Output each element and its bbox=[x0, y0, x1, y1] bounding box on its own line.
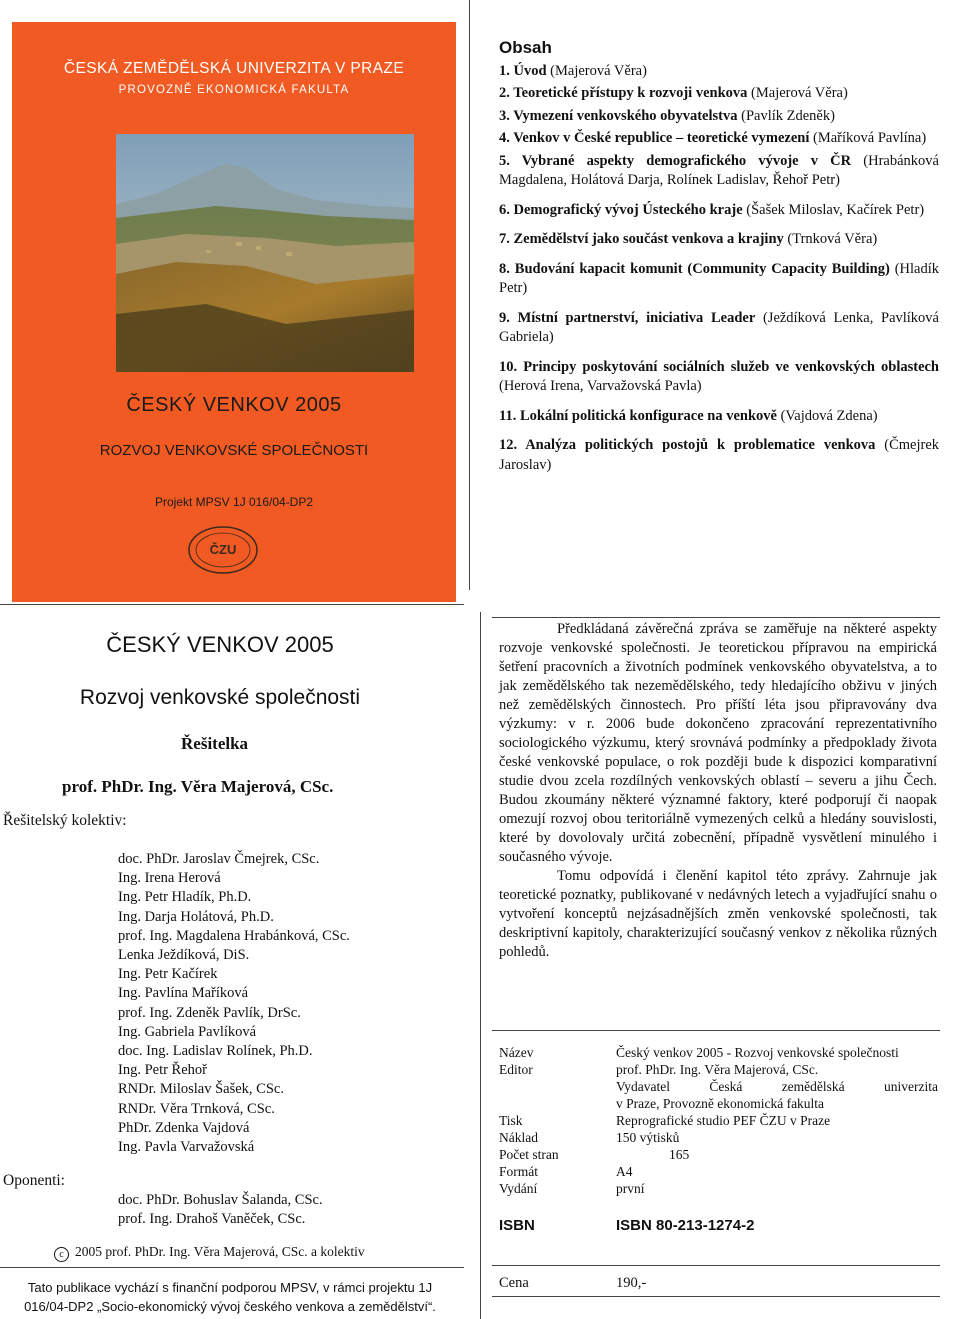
contents-item-number: 4. bbox=[499, 130, 510, 146]
contents-item-title bbox=[499, 202, 743, 218]
contents-item bbox=[499, 84, 939, 104]
member-name: Ing. Darja Holátová, Ph.D. bbox=[118, 908, 274, 925]
divider-title-top bbox=[0, 604, 464, 605]
pocet-value: 165 bbox=[669, 1147, 690, 1162]
tisk-label: Tisk bbox=[499, 1113, 523, 1128]
contents-item-authors: (Hrabánková Magdalena, Holátová Darja, Rolínek Ladislav, Řehoř Petr) bbox=[499, 152, 939, 188]
member-name: PhDr. Zdenka Vajdová bbox=[118, 1119, 250, 1136]
oponent-name: doc. PhDr. Bohuslav Šalanda, CSc. bbox=[118, 1192, 323, 1208]
abstract bbox=[499, 620, 937, 962]
copyright-text: 2005 prof. PhDr. Ing. Věra Majerová, CSc. a kolektiv bbox=[75, 1244, 365, 1259]
title-page-title: ČESKÝ VENKOV 2005 bbox=[106, 632, 334, 657]
kolektiv-label: Řešitelský kolektiv: bbox=[3, 812, 127, 829]
contents-item-number: 6. bbox=[499, 201, 510, 218]
member-name: Ing. Pavlína Maříková bbox=[118, 985, 249, 1002]
contents-item-authors: (Šašek Miloslav, Kačírek Petr) bbox=[746, 201, 925, 218]
nazev-value: Český venkov 2005 - Rozvoj venkovské společnosti bbox=[616, 1045, 899, 1060]
vydani-value: první bbox=[616, 1181, 645, 1196]
contents-item-title bbox=[499, 359, 939, 375]
member-name: Ing. Gabriela Pavlíková bbox=[118, 1023, 257, 1040]
member-name: RNDr. Miloslav Šašek, CSc. bbox=[118, 1081, 284, 1098]
contents-item-title bbox=[499, 310, 755, 326]
cover-faculty: PROVOZNĚ EKONOMICKÁ FAKULTA bbox=[118, 84, 350, 96]
vydavatel-line-1: Vydavatel Česká zemědělská univerzita bbox=[616, 1079, 938, 1094]
member-name: Ing. Irena Herová bbox=[118, 870, 221, 887]
abstract-paragraph-1: Předkládaná závěrečná zpráva se zaměřuje na některé aspekty rozvoje venkovské společnosti. Je teoretickou přípravou na empirická šetření pracovních a životních podmínek venkovského obyvatelstva, a to jak zemědělského tak nezemědělského, tedy hledajícího obživu v jiných než zemědělských činnostech. Pro příští léta jsou připravovány dva výzkumy: v r. 2006 bude dokončeno zpracování reprezentativního sociologického výzkumu, který srovnává podmínky a předpoklady života české venkovské populace, o rok později bude k dispozici komparativní studie dvou zcela rozdílných venkovských oblastí – severu a jihu Čech. Budou zkoumány některé významné faktory, které podporují či naopak omezují rozvoj obou teritoriálně vymezených celků a hledány souvislosti, které by dovolovaly určitá zobecnění, případně vysvětlení minulého i současného vývoje. bbox=[499, 621, 937, 865]
format-label: Formát bbox=[499, 1164, 538, 1179]
book-cover bbox=[12, 22, 456, 602]
member-name: RNDr. Věra Trnková, CSc. bbox=[118, 1100, 275, 1117]
format-value: A4 bbox=[616, 1164, 633, 1179]
vydavatel-line-2: v Praze, Provozně ekonomická fakulta bbox=[616, 1096, 825, 1111]
contents-item-title bbox=[499, 85, 747, 101]
divider-vertical-top bbox=[469, 0, 470, 590]
contents-item-title-text: Vybrané aspekty demografického vývoje v ČR bbox=[521, 152, 852, 169]
isbn-row bbox=[499, 1217, 939, 1234]
contents-item-number: 10. bbox=[499, 358, 518, 375]
contents-item bbox=[499, 436, 939, 475]
contents-item-authors: (Pavlík Zdeněk) bbox=[741, 107, 835, 124]
member-name: Ing. Petr Řehoř bbox=[118, 1062, 207, 1079]
contents-item-number: 11. bbox=[499, 407, 517, 424]
contents-item-number: 5. bbox=[499, 152, 510, 169]
editor-value: prof. PhDr. Ing. Věra Majerová, CSc. bbox=[616, 1062, 819, 1077]
abstract-paragraph-2: Tomu odpovídá i členění kapitol této zprávy. Zahrnuje jak teoretické poznatky, publikované v nedávných letech a vyjadřující snahu o vytvoření konceptů nejzásadnějších změn venkovské společnosti, tak deskriptivní kapitoly, charakterizující současný venkov z několika různých pohledů. bbox=[499, 868, 937, 960]
contents-item-authors: (Ježdíková Lenka, Pavlíková Gabriela) bbox=[499, 309, 939, 345]
cena-label: Cena bbox=[499, 1275, 529, 1291]
isbn-value: ISBN 80-213-1274-2 bbox=[616, 1217, 755, 1234]
contents-item-number: 12. bbox=[499, 437, 518, 453]
contents-item-title-text: Venkov v České republice – teoretické vymezení bbox=[513, 130, 810, 146]
contents-item-authors: (Vajdová Zdena) bbox=[780, 407, 878, 424]
contents-item bbox=[499, 152, 939, 191]
cover-landscape-photo bbox=[116, 134, 414, 372]
contents-item-title bbox=[499, 153, 851, 169]
contents-item-title-text: Demografický vývoj Ústeckého kraje bbox=[513, 201, 743, 218]
contents-item-title bbox=[499, 408, 777, 424]
divider-price-top bbox=[492, 1265, 940, 1266]
member-name: Ing. Pavla Varvažovská bbox=[118, 1139, 255, 1156]
cena-value: 190,- bbox=[616, 1275, 647, 1291]
member-name: Ing. Petr Hladík, Ph.D. bbox=[118, 889, 252, 906]
cover-university: ČESKÁ ZEMĚDĚLSKÁ UNIVERZITA V PRAZE bbox=[63, 60, 405, 77]
czu-logo bbox=[186, 524, 260, 576]
member-name: prof. Ing. Magdalena Hrabánková, CSc. bbox=[118, 927, 350, 944]
contents-item bbox=[499, 129, 939, 149]
naklad-value: 150 výtisků bbox=[616, 1130, 680, 1145]
divider-imprint-top bbox=[492, 1030, 940, 1031]
tisk-value: Reprografické studio PEF ČZU v Praze bbox=[616, 1113, 831, 1128]
cover-subtitle: ROZVOJ VENKOVSKÉ SPOLEČNOSTI bbox=[99, 442, 369, 459]
funding-line-1: Tato publikace vychází s finanční podporou MPSV, v rámci projektu 1J bbox=[27, 1280, 433, 1295]
contents-item-title bbox=[499, 63, 547, 79]
divider-abstract-top bbox=[492, 617, 940, 618]
contents-item-title-text: Lokální politická konfigurace na venkově bbox=[519, 407, 777, 424]
divider-bottom bbox=[492, 1296, 940, 1297]
contents-heading: Obsah bbox=[499, 38, 552, 57]
contents-item-authors: (Majerová Věra) bbox=[550, 62, 647, 79]
contents-item bbox=[499, 230, 939, 250]
contents-item-title bbox=[499, 130, 809, 146]
divider-vertical-bottom bbox=[480, 612, 481, 1319]
contents-item-title-text: Analýza politických postojů k problematice venkova bbox=[525, 437, 876, 453]
contents-item bbox=[499, 62, 939, 82]
copyright-icon: c bbox=[54, 1247, 69, 1262]
contents-item bbox=[499, 407, 939, 427]
table-of-contents bbox=[499, 38, 939, 485]
contents-item-title-text: Zemědělství jako součást venkova a krajiny bbox=[513, 231, 784, 247]
vydani-label: Vydání bbox=[499, 1181, 538, 1196]
resitelka-label: Řešitelka bbox=[181, 734, 249, 753]
contents-item bbox=[499, 107, 939, 127]
contents-item-title bbox=[499, 108, 737, 124]
contents-item bbox=[499, 358, 939, 397]
oponenti-label: Oponenti: bbox=[3, 1172, 65, 1189]
contents-item bbox=[499, 260, 939, 299]
naklad-label: Náklad bbox=[499, 1130, 538, 1145]
contents-item-authors: (Čmejrek Jaroslav) bbox=[499, 437, 940, 473]
member-name: prof. Ing. Zdeněk Pavlík, DrSc. bbox=[118, 1004, 301, 1021]
contents-item-title bbox=[499, 231, 784, 247]
contents-item-number: 8. bbox=[499, 260, 510, 277]
contents-item-number: 7. bbox=[499, 231, 510, 247]
contents-item-authors: (Hladík Petr) bbox=[499, 260, 939, 296]
contents-item-title-text: Vymezení venkovského obyvatelstva bbox=[513, 107, 738, 124]
member-name: doc. PhDr. Jaroslav Čmejrek, CSc. bbox=[118, 851, 320, 867]
isbn-label: ISBN bbox=[499, 1217, 535, 1234]
contents-item bbox=[499, 201, 939, 221]
contents-item-title-text: Principy poskytování sociálních služeb ve venkovských oblastech bbox=[523, 358, 939, 375]
contents-list bbox=[499, 62, 939, 476]
funding-line-2: 016/04-DP2 „Socio-ekonomický vývoj českého venkova a zemědělství“. bbox=[24, 1299, 436, 1314]
nazev-label: Název bbox=[499, 1045, 534, 1060]
contents-item-title-text: Místní partnerství, iniciativa Leader bbox=[517, 309, 756, 326]
divider-funding bbox=[0, 1267, 464, 1268]
oponent-name: prof. Ing. Drahoš Vaněček, CSc. bbox=[118, 1211, 306, 1228]
contents-item-title bbox=[499, 261, 890, 277]
contents-item-authors: (Trnková Věra) bbox=[787, 231, 878, 247]
resitelka-name: prof. PhDr. Ing. Věra Majerová, CSc. bbox=[62, 777, 334, 796]
czu-logo-text: ČZU bbox=[209, 542, 237, 557]
member-name: Ing. Petr Kačírek bbox=[118, 966, 218, 983]
price-row bbox=[499, 1275, 939, 1292]
oponents-list bbox=[118, 1191, 323, 1229]
copyright-line bbox=[54, 1244, 365, 1262]
contents-item-authors: (Maříková Pavlína) bbox=[813, 130, 927, 146]
members-list bbox=[118, 850, 350, 1157]
funding-note bbox=[0, 1278, 460, 1316]
contents-item-number: 9. bbox=[499, 309, 510, 326]
cover-project: Projekt MPSV 1J 016/04-DP2 bbox=[154, 495, 314, 509]
contents-item-number: 2. bbox=[499, 85, 510, 101]
contents-item-authors: (Herová Irena, Varvažovská Pavla) bbox=[499, 378, 702, 394]
contents-item-title-text: Úvod bbox=[513, 62, 547, 79]
contents-item-authors: (Majerová Věra) bbox=[751, 85, 848, 101]
contents-item-title-text: Budování kapacit komunit (Community Capacity Building) bbox=[514, 260, 890, 277]
contents-item bbox=[499, 309, 939, 348]
member-name: Lenka Ježdíková, DiS. bbox=[118, 947, 250, 964]
cover-title: ČESKÝ VENKOV 2005 bbox=[126, 394, 342, 416]
contents-item-number: 1. bbox=[499, 62, 510, 79]
imprint bbox=[499, 1044, 939, 1197]
title-page-subtitle: Rozvoj venkovské společnosti bbox=[79, 686, 361, 709]
contents-item-number: 3. bbox=[499, 107, 510, 124]
member-name: doc. Ing. Ladislav Rolínek, Ph.D. bbox=[118, 1043, 313, 1060]
editor-label: Editor bbox=[499, 1062, 533, 1077]
pocet-label: Počet stran bbox=[499, 1147, 559, 1162]
contents-item-title bbox=[499, 437, 875, 453]
contents-item-title-text: Teoretické přístupy k rozvoji venkova bbox=[513, 85, 748, 101]
